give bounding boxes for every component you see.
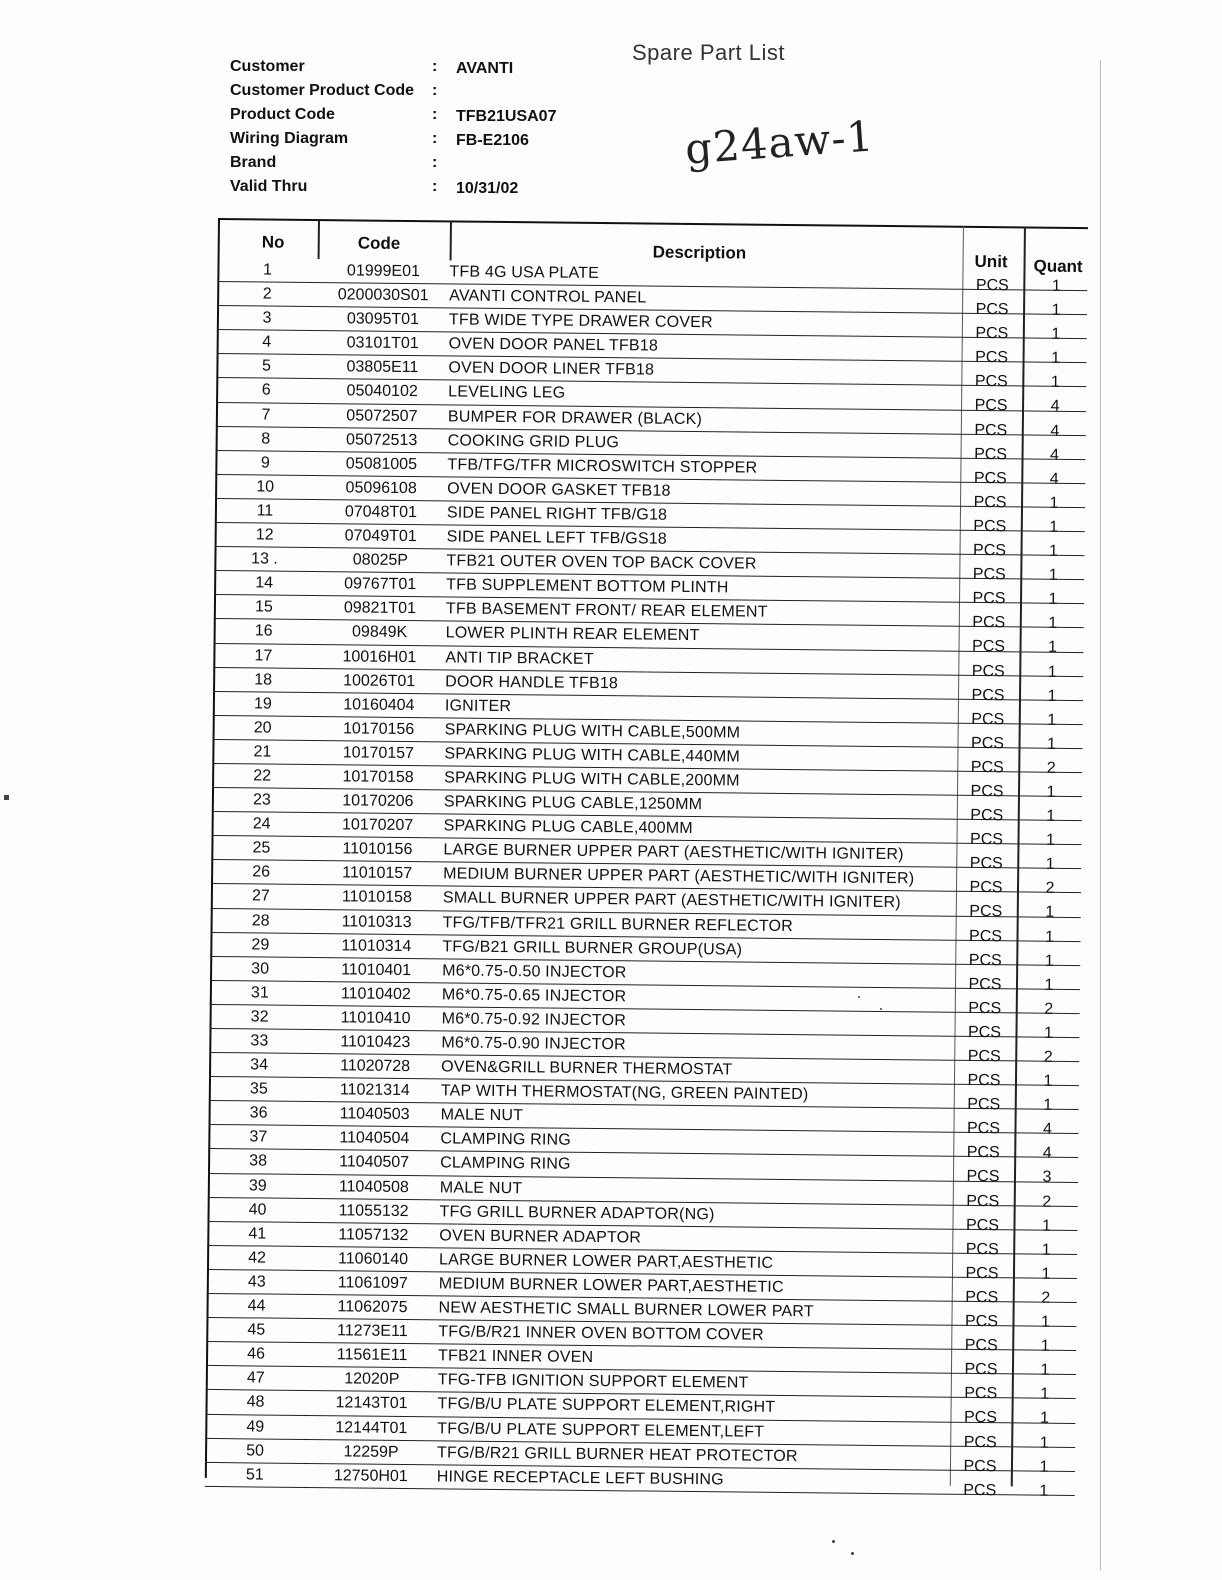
header-colon: :: [432, 82, 438, 99]
quantity-cell: 1: [1047, 663, 1057, 681]
unit-cell: PCS: [968, 951, 1002, 969]
unit-cell: PCS: [973, 517, 1007, 536]
quantity-cell: 1: [1045, 831, 1056, 849]
unit-cell: PCS: [974, 397, 1008, 415]
part-description: MALE NUT: [440, 1106, 524, 1125]
row-number: 7: [261, 406, 271, 424]
part-description: SMALL BURNER UPPER PART (AESTHETIC/WITH IGNITER): [442, 889, 901, 912]
part-description: BUMPER FOR DRAWER (BLACK): [447, 407, 703, 428]
part-code: 09821T01: [343, 599, 417, 618]
row-number: 28: [251, 911, 270, 930]
row-number: 29: [251, 936, 270, 954]
part-description: SIDE PANEL LEFT TFB/GS18: [446, 528, 668, 548]
header-label: Valid Thru: [230, 178, 308, 195]
column-header-quantity: Quant: [1033, 256, 1083, 277]
unit-cell: PCS: [968, 975, 1002, 993]
unit-cell: PCS: [975, 325, 1009, 343]
row-number: 4: [262, 333, 272, 351]
part-description: LARGE BURNER LOWER PART,AESTHETIC: [439, 1251, 774, 1272]
column-header-code: Code: [357, 233, 401, 253]
row-number: 19: [253, 695, 272, 713]
row-number: 24: [252, 815, 271, 833]
part-code: 05081005: [345, 455, 418, 473]
quantity-cell: 1: [1046, 807, 1056, 825]
part-code: 11561E11: [336, 1346, 408, 1365]
part-code: 11010156: [342, 840, 413, 859]
unit-cell: PCS: [969, 879, 1003, 897]
scan-speck: [858, 996, 860, 998]
part-code: 0200030S01: [337, 286, 429, 305]
quantity-cell: 1: [1048, 590, 1058, 609]
row-number: 37: [249, 1128, 268, 1146]
part-code: 12750H01: [333, 1466, 408, 1485]
unit-cell: PCS: [964, 1337, 998, 1355]
quantity-cell: 1: [1048, 566, 1058, 584]
part-description: CLAMPING RING: [440, 1130, 572, 1150]
row-number: 38: [249, 1152, 268, 1171]
quantity-cell: 2: [1042, 1193, 1052, 1211]
quantity-cell: 1: [1046, 735, 1057, 753]
header-colon: :: [432, 178, 438, 195]
part-description: OVEN DOOR LINER TFB18: [448, 359, 655, 379]
part-description: SIDE PANEL RIGHT TFB/G18: [446, 504, 668, 524]
header-colon: :: [432, 154, 438, 171]
part-description: AVANTI CONTROL PANEL: [449, 287, 647, 307]
column-divider-code: [450, 220, 452, 260]
part-description: DOOR HANDLE TFB18: [445, 672, 619, 692]
quantity-cell: 1: [1039, 1482, 1049, 1500]
quantity-cell: 1: [1045, 904, 1055, 922]
row-number: 6: [261, 381, 271, 400]
part-code: 11010401: [341, 961, 412, 979]
unit-cell: PCS: [971, 662, 1005, 680]
quantity-cell: 1: [1040, 1313, 1051, 1331]
scan-speck: [4, 795, 9, 800]
column-divider-no: [318, 219, 320, 259]
part-description: M6*0.75-0.90 INJECTOR: [441, 1034, 626, 1054]
unit-cell: PCS: [967, 1071, 1001, 1090]
row-number: 46: [247, 1345, 266, 1363]
part-description: TFB SUPPLEMENT BOTTOM PLINTH: [446, 576, 729, 597]
part-code: 11057132: [338, 1226, 409, 1244]
part-description: NEW AESTHETIC SMALL BURNER LOWER PART: [438, 1299, 814, 1321]
part-code: 11061097: [337, 1274, 408, 1292]
part-code: 11060140: [338, 1250, 409, 1268]
row-number: 39: [248, 1176, 267, 1195]
unit-cell: PCS: [966, 1120, 1001, 1138]
part-description: SPARKING PLUG CABLE,1250MM: [443, 793, 703, 814]
part-description: TFG/TFB/TFR21 GRILL BURNER REFLECTOR: [442, 913, 794, 935]
part-description: MALE NUT: [439, 1178, 523, 1197]
handwritten-note: g24aw-1: [683, 111, 876, 174]
row-number: 11: [256, 502, 274, 520]
header-value: FB-E2106: [456, 132, 529, 149]
unit-cell: PCS: [966, 1144, 1000, 1162]
part-code: 08025P: [352, 551, 409, 570]
part-description: M6*0.75-0.50 INJECTOR: [442, 962, 627, 982]
document-title: Spare Part List: [632, 40, 786, 65]
quantity-cell: 1: [1051, 350, 1061, 368]
quantity-cell: 4: [1042, 1120, 1053, 1139]
quantity-cell: 3: [1042, 1169, 1052, 1187]
part-description: HINGE RECEPTACLE LEFT BUSHING: [436, 1468, 724, 1489]
part-description: TAP WITH THERMOSTAT(NG, GREEN PAINTED): [440, 1082, 809, 1104]
table-top-border: [218, 218, 1088, 229]
unit-cell: PCS: [970, 782, 1004, 801]
row-number: 18: [254, 670, 273, 689]
part-code: 05040102: [346, 382, 418, 401]
unit-cell: PCS: [972, 566, 1006, 584]
part-description: LEVELING LEG: [448, 383, 566, 403]
part-code: 12259P: [343, 1442, 399, 1461]
quantity-cell: 1: [1044, 952, 1054, 970]
quantity-cell: 1: [1043, 1096, 1053, 1114]
row-number: 21: [253, 743, 272, 761]
unit-cell: PCS: [967, 1047, 1001, 1066]
unit-cell: PCS: [973, 493, 1007, 512]
part-code: 07049T01: [344, 527, 417, 546]
part-description: TFG/B21 GRILL BURNER GROUP(USA): [442, 938, 743, 959]
row-number: 35: [249, 1080, 268, 1098]
quantity-cell: 1: [1041, 1241, 1051, 1259]
quantity-cell: 1: [1050, 374, 1060, 392]
part-code: 11040507: [339, 1153, 410, 1172]
row-number: 1: [262, 261, 272, 279]
unit-cell: PCS: [969, 903, 1003, 921]
quantity-cell: 1: [1040, 1337, 1050, 1355]
part-code: 11040508: [338, 1177, 409, 1196]
part-code: 10160404: [343, 696, 415, 714]
row-number: 3: [262, 309, 272, 327]
scan-speck: [832, 1540, 835, 1543]
quantity-cell: 1: [1049, 494, 1059, 512]
unit-cell: PCS: [971, 686, 1005, 704]
part-code: 11010313: [341, 912, 412, 931]
row-number: 25: [252, 839, 271, 857]
row-number: 12: [255, 526, 274, 544]
part-description: TFG/B/U PLATE SUPPORT ELEMENT,RIGHT: [437, 1395, 776, 1417]
part-code: 11010157: [342, 864, 413, 883]
part-description: SPARKING PLUG WITH CABLE,500MM: [444, 721, 741, 742]
part-description: M6*0.75-0.65 INJECTOR: [441, 986, 627, 1006]
row-number: 16: [254, 622, 273, 640]
row-number: 10: [256, 478, 275, 496]
part-description: TFG GRILL BURNER ADAPTOR(NG): [439, 1203, 715, 1223]
unit-cell: PCS: [966, 1192, 1000, 1210]
unit-cell: PCS: [963, 1409, 998, 1427]
unit-cell: PCS: [970, 734, 1005, 753]
quantity-cell: 4: [1050, 422, 1060, 440]
row-number: 15: [254, 598, 273, 616]
unit-cell: PCS: [963, 1433, 997, 1451]
part-code: 12144T01: [335, 1418, 408, 1437]
header-label: Product Code: [230, 106, 335, 123]
part-description: COOKING GRID PLUG: [447, 432, 620, 451]
row-number: 33: [250, 1032, 269, 1050]
quantity-cell: 1: [1043, 1072, 1053, 1090]
header-colon: :: [432, 58, 438, 75]
header-value: TFB21USA07: [456, 108, 557, 125]
part-description: TFB/TFG/TFR MICROSWITCH STOPPER: [447, 456, 758, 477]
quantity-cell: 1: [1045, 855, 1055, 874]
part-code: 11040503: [339, 1105, 410, 1124]
unit-cell: PCS: [973, 469, 1007, 488]
part-code: 11020728: [340, 1057, 411, 1076]
part-code: 11062075: [337, 1298, 408, 1317]
unit-cell: PCS: [975, 276, 1009, 295]
unit-cell: PCS: [964, 1385, 998, 1403]
part-code: 10170157: [342, 744, 415, 762]
quantity-cell: 1: [1040, 1361, 1050, 1379]
quantity-cell: 1: [1051, 277, 1061, 295]
row-number: 42: [248, 1249, 267, 1267]
quantity-cell: 4: [1042, 1145, 1052, 1163]
part-description: OVEN BURNER ADAPTOR: [439, 1227, 642, 1247]
unit-cell: PCS: [965, 1216, 1000, 1234]
quantity-cell: 2: [1043, 1048, 1053, 1066]
part-code: 10170207: [341, 816, 414, 835]
quantity-cell: 1: [1044, 976, 1054, 994]
unit-cell: PCS: [968, 927, 1003, 945]
table-body: [205, 258, 1088, 1500]
quantity-cell: 1: [1040, 1385, 1050, 1404]
part-code: 12020P: [344, 1370, 400, 1389]
unit-cell: PCS: [971, 710, 1005, 728]
scan-speck: [851, 1552, 854, 1555]
part-description: TFB BASEMENT FRONT/ REAR ELEMENT: [445, 600, 768, 622]
header-label: Customer Product Code: [230, 82, 415, 99]
part-description: SPARKING PLUG WITH CABLE,440MM: [444, 745, 741, 766]
quantity-cell: 1: [1041, 1265, 1051, 1283]
quantity-cell: 1: [1039, 1458, 1049, 1476]
header-value: 10/31/02: [456, 180, 519, 197]
header-value: AVANTI: [456, 60, 514, 77]
unit-cell: PCS: [965, 1288, 999, 1307]
unit-cell: PCS: [966, 1168, 1000, 1186]
part-code: 11055132: [338, 1201, 409, 1220]
unit-cell: PCS: [972, 638, 1006, 656]
part-description: IGNITER: [444, 697, 512, 715]
part-code: 11010402: [340, 985, 411, 1003]
part-description: MEDIUM BURNER LOWER PART,AESTHETIC: [438, 1275, 784, 1296]
unit-cell: PCS: [974, 373, 1008, 391]
part-code: 12143T01: [335, 1394, 408, 1413]
part-code: 10026T01: [343, 671, 416, 690]
part-description: TFB 4G USA PLATE: [449, 263, 600, 282]
unit-cell: PCS: [968, 999, 1002, 1018]
row-number: 32: [250, 1008, 269, 1026]
row-number: 20: [253, 719, 272, 737]
row-number: 14: [255, 574, 274, 592]
row-number: 50: [246, 1441, 265, 1460]
row-number: 30: [251, 960, 270, 978]
quantity-cell: 1: [1051, 325, 1061, 344]
part-description: MEDIUM BURNER UPPER PART (AESTHETIC/WITH IGNITER): [443, 865, 915, 888]
column-header-unit: Unit: [974, 251, 1008, 272]
part-code: 11010314: [341, 936, 412, 955]
row-number: 36: [249, 1104, 268, 1122]
part-code: 11040504: [339, 1129, 410, 1148]
scan-speck: [880, 1008, 882, 1010]
part-code: 10016H01: [342, 647, 417, 666]
quantity-cell: 1: [1051, 301, 1061, 319]
row-number: 22: [253, 767, 272, 785]
row-number: 13 .: [250, 550, 278, 568]
quantity-cell: 1: [1047, 687, 1057, 705]
row-number: 41: [248, 1225, 267, 1243]
row-number: 48: [246, 1393, 265, 1411]
part-code: 10170156: [342, 720, 415, 738]
row-number: 23: [252, 791, 271, 809]
part-code: 11010158: [341, 888, 412, 907]
part-description: LARGE BURNER UPPER PART (AESTHETIC/WITH IGNITER): [443, 841, 904, 864]
unit-cell: PCS: [975, 349, 1009, 367]
part-description: TFG/B/U PLATE SUPPORT ELEMENT,LEFT: [437, 1419, 765, 1441]
part-code: 05072507: [346, 406, 418, 425]
unit-cell: PCS: [964, 1312, 999, 1331]
part-description: TFB21 OUTER OVEN TOP BACK COVER: [446, 552, 757, 573]
quantity-cell: 1: [1041, 1217, 1052, 1235]
quantity-cell: 1: [1048, 615, 1058, 633]
quantity-cell: 1: [1049, 542, 1059, 560]
part-code: 03805E11: [346, 358, 419, 377]
unit-cell: PCS: [963, 1457, 997, 1475]
unit-cell: PCS: [963, 1481, 997, 1499]
unit-cell: PCS: [965, 1240, 999, 1258]
quantity-cell: 4: [1049, 470, 1059, 488]
header-label: Wiring Diagram: [230, 130, 349, 147]
quantity-cell: 4: [1050, 446, 1060, 464]
row-number: 27: [251, 887, 270, 906]
quantity-cell: 1: [1046, 783, 1056, 801]
part-code: 10170206: [342, 792, 414, 811]
quantity-cell: 1: [1047, 711, 1057, 729]
row-number: 26: [252, 863, 271, 881]
unit-cell: PCS: [964, 1361, 998, 1379]
part-code: 10170158: [342, 768, 414, 787]
unit-cell: PCS: [974, 421, 1008, 439]
part-code: 09767T01: [344, 575, 417, 594]
part-description: SPARKING PLUG CABLE,400MM: [443, 817, 693, 838]
quantity-cell: 2: [1046, 759, 1056, 777]
part-code: 05096108: [345, 479, 417, 497]
part-description: TFB21 INNER OVEN: [438, 1347, 594, 1367]
part-code: 03101T01: [346, 334, 419, 353]
unit-cell: PCS: [975, 301, 1009, 319]
unit-cell: PCS: [969, 855, 1003, 873]
header-colon: :: [432, 130, 438, 147]
unit-cell: PCS: [965, 1264, 999, 1283]
quantity-cell: 2: [1045, 880, 1055, 898]
unit-cell: PCS: [969, 831, 1004, 849]
row-number: 8: [261, 430, 271, 448]
row-number: 44: [247, 1297, 266, 1315]
part-code: 03095T01: [346, 310, 420, 329]
part-code: 11021314: [339, 1081, 410, 1100]
quantity-cell: 1: [1044, 928, 1055, 946]
part-description: OVEN DOOR GASKET TFB18: [447, 480, 671, 500]
row-number: 31: [250, 984, 269, 1002]
column-header-description: Description: [652, 242, 747, 263]
part-code: 07048T01: [344, 503, 418, 522]
unit-cell: PCS: [967, 1023, 1002, 1042]
unit-cell: PCS: [973, 541, 1007, 560]
row-number: 17: [254, 646, 273, 665]
row-number: 43: [247, 1273, 266, 1291]
row-number: 49: [246, 1417, 265, 1436]
part-code: 01999E01: [346, 262, 421, 281]
part-description: ANTI TIP BRACKET: [445, 648, 594, 668]
quantity-cell: 4: [1050, 398, 1060, 416]
row-number: 9: [260, 454, 270, 472]
quantity-cell: 1: [1039, 1410, 1050, 1428]
quantity-cell: 1: [1043, 1024, 1054, 1042]
part-code: 11010423: [340, 1033, 411, 1052]
part-code: 09849K: [351, 623, 408, 642]
quantity-cell: 1: [1049, 518, 1059, 536]
row-number: 5: [261, 357, 271, 375]
unit-cell: PCS: [972, 590, 1006, 608]
part-description: LOWER PLINTH REAR ELEMENT: [445, 624, 700, 645]
header-label: Customer: [230, 58, 305, 75]
unit-cell: PCS: [974, 445, 1008, 463]
unit-cell: PCS: [970, 806, 1004, 825]
unit-cell: PCS: [972, 614, 1006, 632]
unit-cell: PCS: [967, 1096, 1001, 1114]
part-description: TFG/B/R21 GRILL BURNER HEAT PROTECTOR: [436, 1443, 798, 1465]
row-number: 34: [250, 1056, 269, 1074]
row-number: 45: [247, 1321, 266, 1339]
quantity-cell: 1: [1048, 639, 1058, 657]
row-number: 51: [245, 1466, 264, 1484]
row-number: 47: [246, 1369, 265, 1387]
part-description: M6*0.75-0.92 INJECTOR: [441, 1010, 627, 1030]
part-description: TFG-TFB IGNITION SUPPORT ELEMENT: [437, 1371, 749, 1392]
header-label: Brand: [230, 154, 277, 171]
part-description: CLAMPING RING: [440, 1154, 571, 1174]
page-edge-line: [1100, 60, 1101, 1570]
part-code: 05072513: [346, 431, 418, 449]
row-number: 40: [248, 1201, 267, 1219]
part-description: SPARKING PLUG WITH CABLE,200MM: [444, 769, 740, 790]
row-number: 2: [262, 285, 272, 303]
part-code: 11273E11: [336, 1322, 408, 1341]
column-header-no: No: [261, 232, 285, 252]
part-description: TFB WIDE TYPE DRAWER COVER: [448, 311, 713, 332]
quantity-cell: 2: [1041, 1289, 1051, 1307]
part-description: OVEN&GRILL BURNER THERMOSTAT: [441, 1058, 733, 1079]
part-code: 11010410: [340, 1009, 411, 1027]
quantity-cell: 2: [1044, 1000, 1054, 1018]
unit-cell: PCS: [970, 758, 1004, 777]
parts-table: [205, 218, 1088, 1500]
part-description: TFG/B/R21 INNER OVEN BOTTOM COVER: [438, 1323, 764, 1344]
quantity-cell: 1: [1039, 1434, 1049, 1452]
part-description: OVEN DOOR PANEL TFB18: [448, 335, 659, 355]
header-colon: :: [432, 106, 438, 123]
